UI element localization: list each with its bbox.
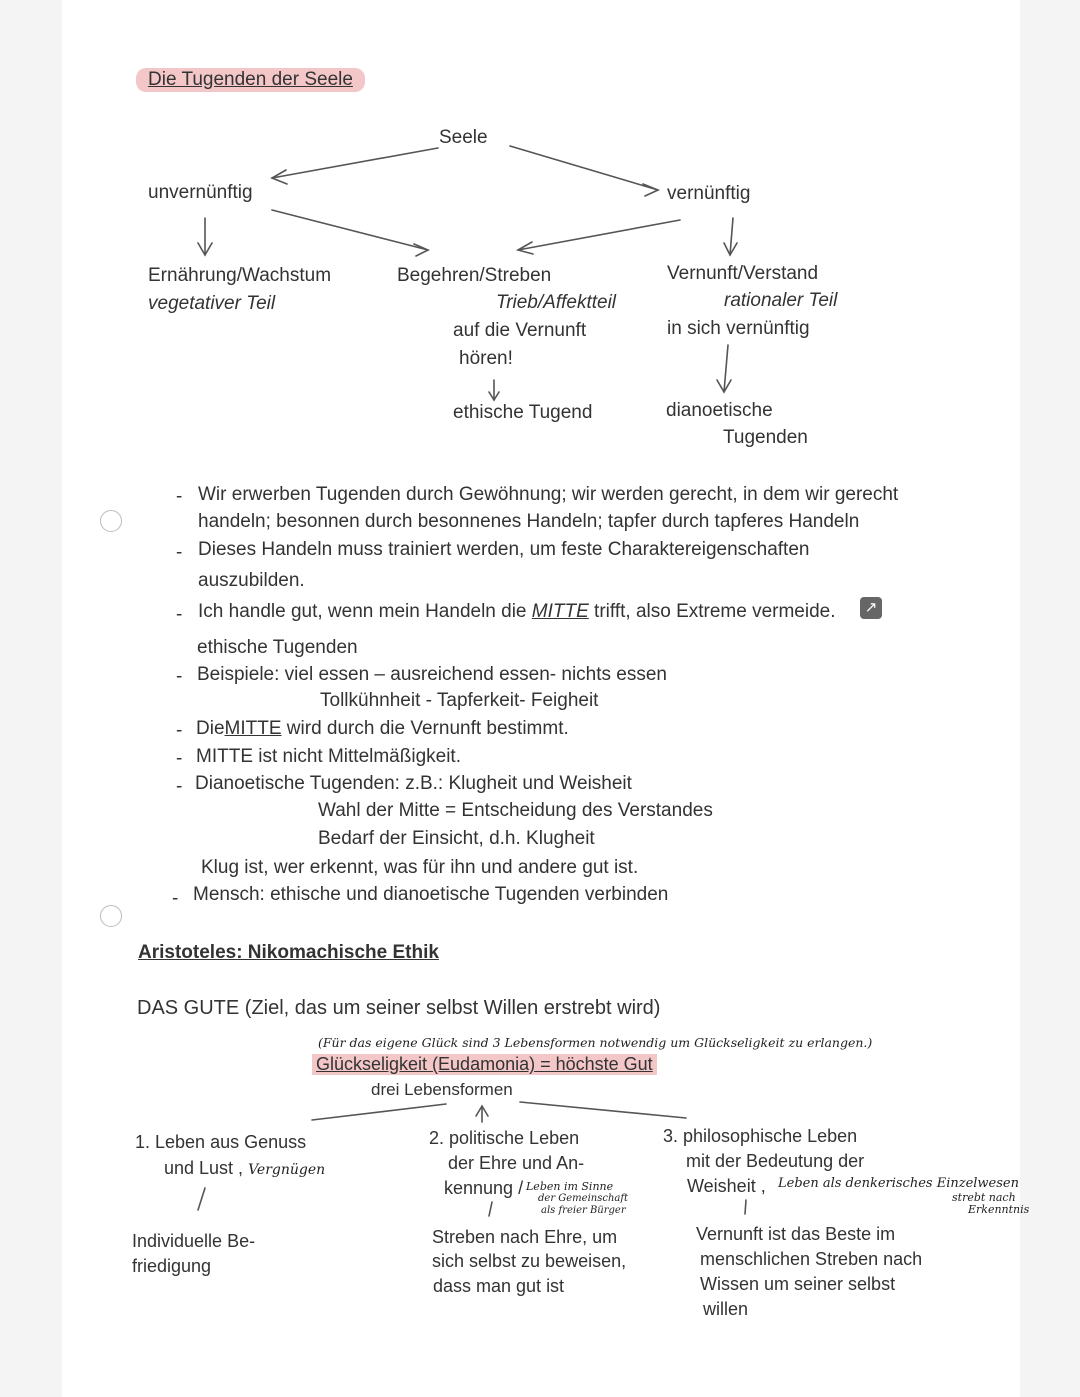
lebensform-2-hand1: Leben im Sinne bbox=[526, 1180, 614, 1193]
diagram-col2-line1: Begehren/Streben bbox=[397, 265, 552, 286]
bullet-dash: - bbox=[176, 604, 183, 625]
lebensform-2-line3: kennung / bbox=[444, 1178, 524, 1198]
bullet-dash: - bbox=[176, 542, 183, 563]
bullet-6: MITTE ist nicht Mittelmäßigkeit. bbox=[196, 746, 461, 767]
bullet-8: Mensch: ethische und dianoetische Tugenden verbinden bbox=[193, 884, 669, 905]
bullet-dash: - bbox=[176, 486, 183, 507]
lebensform-3-result2: menschlichen Streben nach bbox=[700, 1249, 923, 1269]
page-title: Die Tugenden der Seele bbox=[136, 68, 365, 92]
lebensform-2-line1: 2. politische Leben bbox=[429, 1128, 580, 1148]
bullet-1-line2: handeln; besonnen durch besonnenes Handeln; tapfer durch tapferes Handeln bbox=[198, 511, 860, 532]
lebensform-2-result3: dass man gut ist bbox=[433, 1276, 565, 1296]
lebensform-3-line1: 3. philosophische Leben bbox=[663, 1126, 858, 1146]
lebensform-3-line3: Weisheit , bbox=[687, 1176, 766, 1196]
lebensform-2-line2: der Ehre und An- bbox=[448, 1153, 585, 1173]
diagram-col3-line2: rationaler Teil bbox=[724, 290, 838, 311]
lebensform-2-hand3: als freier Bürger bbox=[541, 1205, 626, 1216]
handnote-glueck: (Für das eigene Glück sind 3 Lebensformen notwendig um Glückseligkeit zu erlangen.) bbox=[318, 1035, 873, 1050]
bullet-4-line2: Tollkühnheit - Tapferkeit- Feigheit bbox=[320, 690, 599, 711]
lebensform-1-result2: friedigung bbox=[132, 1256, 212, 1276]
punch-hole-top bbox=[100, 510, 122, 532]
drei-lebensformen: drei Lebensformen bbox=[371, 1080, 513, 1099]
bullet-1-line1: Wir erwerben Tugenden durch Gewöhnung; wir werden gerecht, in dem wir gerecht bbox=[198, 484, 899, 505]
lebensform-3-hand3: Erkenntnis bbox=[968, 1203, 1030, 1216]
lebensform-2-hand2: der Gemeinschaft bbox=[538, 1193, 629, 1204]
lebensform-1-text: und Lust , bbox=[164, 1158, 244, 1178]
lebensform-3-line2: mit der Bedeutung der bbox=[686, 1151, 865, 1171]
lebensform-3-result3: Wissen um seiner selbst bbox=[700, 1274, 896, 1294]
bullet-dash: - bbox=[176, 720, 183, 741]
bullet-5 bbox=[196, 718, 569, 740]
diagram-col1-line1: Ernährung/Wachstum bbox=[148, 265, 332, 286]
bullet-3-line2: ethische Tugenden bbox=[197, 637, 358, 658]
diagram-tugenden: Tugenden bbox=[723, 427, 808, 448]
bullet-3-pre: Ich handle gut, wenn mein Handeln die bbox=[198, 601, 532, 622]
diagram-col3-line3: in sich vernünftig bbox=[667, 318, 810, 339]
bullet-2-line2: auszubilden. bbox=[198, 570, 305, 591]
bullet-2-line1: Dieses Handeln muss trainiert werden, um feste Charaktereigenschaften bbox=[198, 539, 810, 560]
diagram-vernuenftig: vernünftig bbox=[667, 183, 751, 204]
punch-hole-bottom bbox=[100, 905, 122, 927]
bullet-7-line2: Wahl der Mitte = Entscheidung des Verstandes bbox=[318, 800, 713, 821]
lebensform-3-hand2: strebt nach bbox=[952, 1191, 1016, 1204]
bullet-3-line1 bbox=[198, 601, 836, 623]
lebensform-3-result1: Vernunft ist das Beste im bbox=[696, 1224, 896, 1244]
bullet-3-post: trifft, also Extreme vermeide. bbox=[588, 601, 836, 622]
bullet-7-line4: Klug ist, wer erkennt, was für ihn und andere gut ist. bbox=[201, 857, 639, 878]
lebensform-1-line1: 1. Leben aus Genuss bbox=[135, 1132, 307, 1152]
bullet-dash: - bbox=[176, 748, 183, 769]
bullet-3-mitte: MITTE bbox=[531, 601, 589, 622]
bullet-dash: - bbox=[176, 666, 183, 687]
lebensform-3-hand1: Leben als denkerisches Einzelwesen bbox=[778, 1176, 1019, 1191]
lebensform-3-result4: willen bbox=[703, 1299, 749, 1319]
bullet-7-line3: Bedarf der Einsicht, d.h. Klugheit bbox=[318, 828, 595, 849]
bullet-5-mitte: MITTE bbox=[224, 718, 282, 739]
section-heading-aristoteles: Aristoteles: Nikomachische Ethik bbox=[138, 942, 439, 963]
glueckseligkeit-label: Glückseligkeit (Eudamonia) = höchste Gut bbox=[312, 1054, 657, 1075]
lebensform-2-result1: Streben nach Ehre, um bbox=[432, 1227, 618, 1247]
diagram-col2-line4: hören! bbox=[459, 348, 513, 369]
lebensform-2-result2: sich selbst zu beweisen, bbox=[432, 1251, 627, 1271]
bullet-dash: - bbox=[172, 888, 179, 909]
diagram-col1-line2: vegetativer Teil bbox=[148, 293, 276, 314]
bullet-4-line1: Beispiele: viel essen – ausreichend essen- nichts essen bbox=[197, 664, 667, 685]
diagram-root-seele: Seele bbox=[439, 127, 488, 148]
lebensform-1-result1: Individuelle Be- bbox=[132, 1231, 256, 1251]
diagram-col3-line1: Vernunft/Verstand bbox=[667, 263, 819, 284]
external-link-icon[interactable]: ↗ bbox=[860, 597, 882, 619]
bullet-dash: - bbox=[176, 776, 183, 797]
diagram-dianoetische: dianoetische bbox=[666, 400, 773, 421]
das-gute-definition: DAS GUTE (Ziel, das um seiner selbst Willen erstrebt wird) bbox=[137, 997, 661, 1019]
diagram-col2-line3: auf die Vernunft bbox=[453, 320, 587, 341]
lebensform-1-line2 bbox=[164, 1158, 325, 1179]
bullet-7-line1: Dianoetische Tugenden: z.B.: Klugheit und Weisheit bbox=[195, 773, 632, 794]
diagram-col2-line2: Trieb/Affektteil bbox=[496, 292, 617, 313]
bullet-5-pre: Die bbox=[196, 718, 225, 739]
diagram-ethische-tugend: ethische Tugend bbox=[453, 402, 593, 423]
lebensform-1-hand: Vergnügen bbox=[248, 1162, 326, 1178]
bullet-5-post: wird durch die Vernunft bestimmt. bbox=[286, 718, 569, 739]
diagram-unvernuenftig: unvernünftig bbox=[148, 182, 253, 203]
